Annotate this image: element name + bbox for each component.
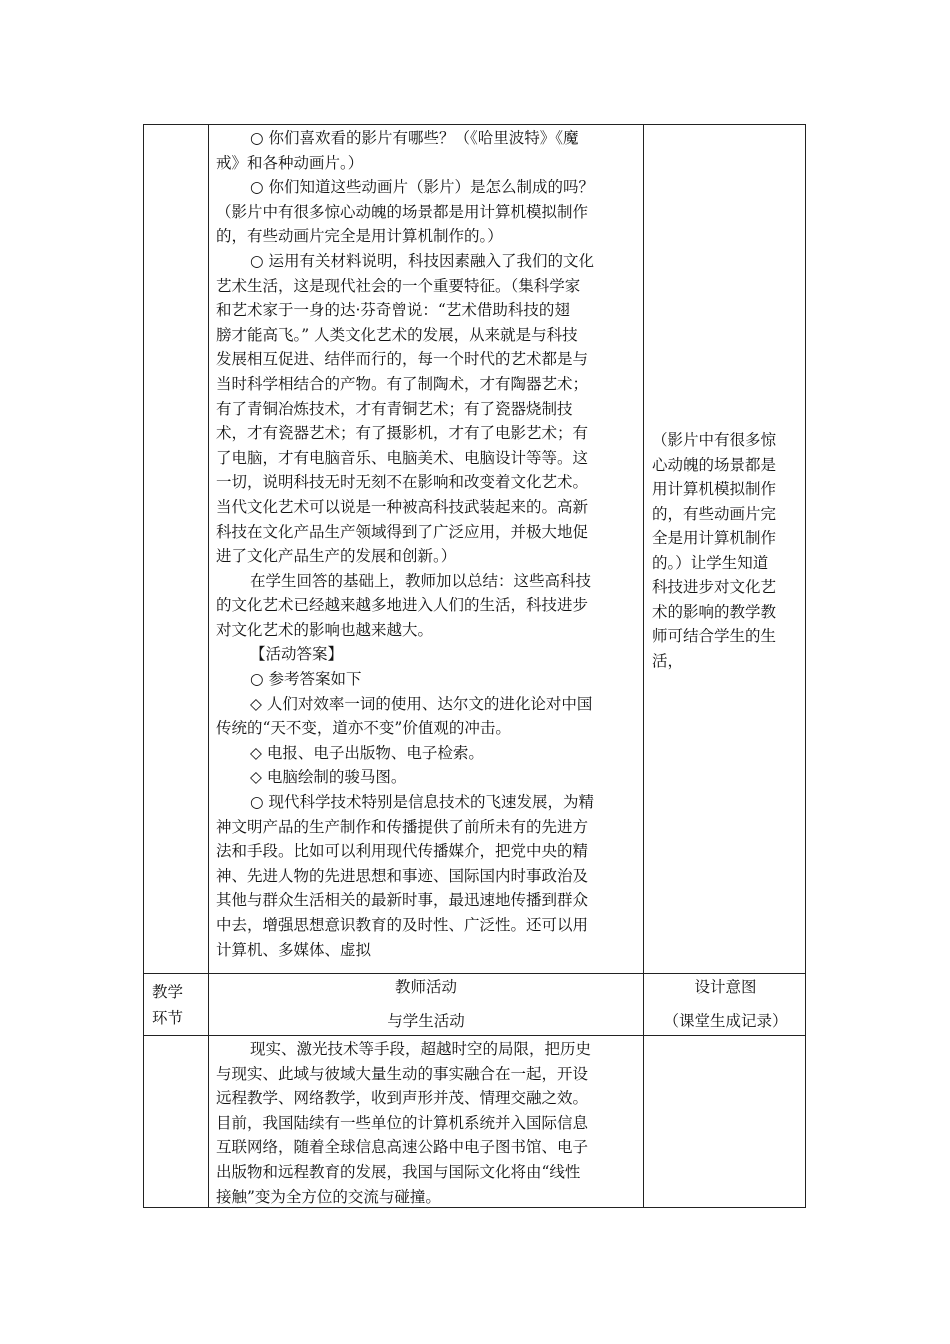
row3-activity-line: 互联网络，随着全球信息高速公路中电子图书馆、电子 xyxy=(216,1138,589,1157)
column-divider-1 xyxy=(208,125,209,1207)
row1-design-intent-line: 的，有些动画片完 xyxy=(652,504,777,523)
row1-design-intent-line: 科技进步对文化艺 xyxy=(652,578,777,596)
row1-activity-line: ○ 你们知道这些动画片（影片）是怎么制成的吗？ xyxy=(250,178,594,197)
header-activity-cell xyxy=(209,973,643,1035)
row1-activity-line: ◇ 人们对效率一词的使用、达尔文的进化论对中国 xyxy=(250,694,593,713)
row1-stage-cell xyxy=(144,125,208,973)
row1-design-intent-line: （影片中有很多惊 xyxy=(652,431,777,449)
row1-activity-line: 发展相互促进、结伴而行的，每一个时代的艺术都是与 xyxy=(216,350,589,369)
row1-activity-line: 术，才有瓷器艺术；有了摄影机，才有了电影艺术；有 xyxy=(216,424,589,443)
row1-design-intent-line: 活， xyxy=(652,651,684,670)
row1-activity-line: 中去，增强思想意识教育的及时性、广泛性。还可以用 xyxy=(216,916,589,934)
header-activity-line-1: 教师活动 xyxy=(394,978,457,996)
row1-activity-line: ◇ 电脑绘制的骏马图。 xyxy=(250,768,407,787)
row1-activity-line: ○ 你们喜欢看的影片有哪些？（《哈里波特》《魔 xyxy=(250,129,579,147)
header-design-cell xyxy=(644,973,807,1035)
row3-activity-line: 接触”变为全方位的交流与碰撞。 xyxy=(216,1187,441,1206)
row1-activity-line: 的文化艺术已经越来越多地进入人们的生活，科技进步 xyxy=(216,596,589,615)
row1-activity-line: 神文明产品的生产制作和传播提供了前所未有的先进方 xyxy=(216,817,589,836)
row3-activity-line: 与现实、此域与彼域大量生动的事实融合在一起，开设 xyxy=(216,1064,589,1083)
row3-design-cell xyxy=(644,1036,806,1208)
row1-activity-line: 膀才能高飞。” 人类文化艺术的发展，从来就是与科技 xyxy=(216,325,578,344)
row1-activity-line: 的，有些动画片完全是用计算机制作的。） xyxy=(216,227,503,246)
row1-activity-line: 艺术生活，这是现代社会的一个重要特征。（集科学家 xyxy=(216,276,581,295)
row1-activity-line: 了电脑，才有电脑音乐、电脑美术、电脑设计等等。这 xyxy=(216,448,589,467)
row1-activity-line: 【活动答案】 xyxy=(250,645,344,664)
lesson-plan-table xyxy=(143,124,806,1208)
row1-activity-line: 神、先进人物的先进思想和事迹、国际国内时事政治及 xyxy=(216,866,589,885)
row1-activity-cell xyxy=(210,126,642,972)
row1-activity-line: 传统的“天不变，道亦不变”价值观的冲击。 xyxy=(216,719,511,738)
row3-activity-line: 远程教学、网络教学，收到声形并茂、情理交融之效。 xyxy=(216,1089,589,1108)
row1-activity-line: 其他与群众生活相关的最新时事，最迅速地传播到群众 xyxy=(216,891,589,910)
row1-activity-line: 进了文化产品生产的发展和创新。） xyxy=(216,547,457,566)
row1-activity-line: ○ 运用有关材料说明，科技因素融入了我们的文化 xyxy=(250,251,594,270)
row1-design-intent-line: 师可结合学生的生 xyxy=(652,627,777,645)
row1-activity-line: 一切，说明科技无时无刻不在影响和改变着文化艺术。 xyxy=(216,473,589,492)
row1-activity-line: ○ 现代科学技术特别是信息技术的飞速发展，为精 xyxy=(250,793,594,812)
row1-activity-line: 和艺术家于一身的达·芬奇曾说：“艺术借助科技的翅 xyxy=(216,301,570,320)
row3-activity-line: 出版物和远程教育的发展，我国与国际文化将由“线性 xyxy=(216,1162,581,1181)
row1-design-intent-cell xyxy=(645,428,805,673)
row1-activity-line: 法和手段。比如可以利用现代传播媒介，把党中央的精 xyxy=(216,842,589,861)
row1-activity-line: 有了青铜冶炼技术，才有青铜艺术；有了瓷器烧制技 xyxy=(216,399,573,418)
row1-activity-line: ◇ 电报、电子出版物、电子检索。 xyxy=(250,743,484,762)
row1-activity-line: （影片中有很多惊心动魄的场景都是用计算机模拟制作 xyxy=(216,202,589,221)
row1-design-intent-line: 术的影响的教学教 xyxy=(652,602,777,621)
row1-activity-line: 科技在文化产品生产领域得到了广泛应用，并极大地促 xyxy=(216,522,589,541)
row1-activity-line: ○ 参考答案如下 xyxy=(250,670,362,689)
row1-design-intent-line: 的。）让学生知道 xyxy=(652,553,769,572)
row1-design-intent-line: 全是用计算机制作 xyxy=(652,529,777,547)
row1-activity-line: 计算机、多媒体、虚拟 xyxy=(216,940,372,959)
row1-design-intent-line: 用计算机模拟制作 xyxy=(652,480,777,498)
row3-activity-line: 目前，我国陆续有一些单位的计算机系统并入国际信息 xyxy=(216,1113,589,1132)
header-stage-line-2: 环节 xyxy=(152,1009,184,1027)
row1-activity-line: 对文化艺术的影响也越来越大。 xyxy=(216,620,434,639)
row3-activity-cell xyxy=(210,1037,642,1207)
row1-activity-line: 戒》和各种动画片。） xyxy=(216,153,364,172)
row1-activity-line: 当时科学相结合的产物。有了制陶术，才有陶器艺术； xyxy=(216,374,589,393)
header-stage-line-1: 教学 xyxy=(152,983,184,1001)
header-design-line-1: 设计意图 xyxy=(694,978,757,996)
header-stage-cell xyxy=(152,979,204,1031)
header-design-line-2: （课堂生成记录） xyxy=(663,1012,788,1030)
row1-design-intent-line: 心动魄的场景都是 xyxy=(652,455,777,474)
row3-stage-cell xyxy=(144,1036,208,1208)
row3-activity-line: 现实、激光技术等手段，超越时空的局限，把历史 xyxy=(250,1040,592,1058)
row1-activity-line: 当代文化艺术可以说是一种被高科技武装起来的。高新 xyxy=(216,497,589,516)
row1-activity-line: 在学生回答的基础上，教师加以总结：这些高科技 xyxy=(250,571,592,590)
header-activity-line-2: 与学生活动 xyxy=(387,1012,465,1030)
